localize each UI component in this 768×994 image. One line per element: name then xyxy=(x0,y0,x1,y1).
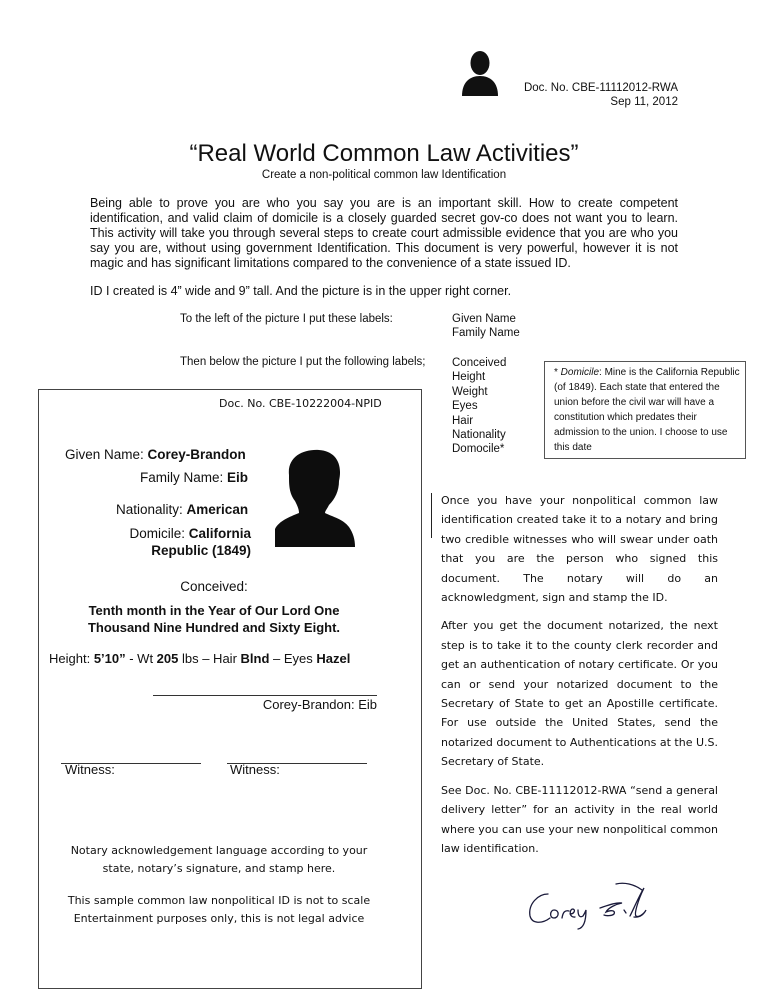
domicile-note-term: Domicile xyxy=(560,367,600,378)
id-witness-label-2: Witness: xyxy=(230,762,280,777)
page-subtitle: Create a non-political common law Identification xyxy=(261,169,507,181)
id-weight-label: - Wt xyxy=(125,651,157,666)
handwritten-signature xyxy=(520,880,655,932)
id-conceived-line-1: Tenth month in the Year of Our Lord One xyxy=(88,603,340,618)
header-person-icon xyxy=(460,48,500,96)
id-disclaimer-text xyxy=(39,892,399,928)
right-paragraph-1: Once you have your nonpolitical common law identification created take it to a notary and bring two credible witnesses who will swear under oath that you are the person who signed this document. The notary will do an acknowledgment, sign and stamp the ID. xyxy=(441,494,718,605)
id-domicile-value-2: Republic (1849) xyxy=(151,543,251,558)
below-label-item: Domocile* xyxy=(452,443,505,456)
header-date: Sep 11, 2012 xyxy=(610,96,678,108)
id-conceived-label: Conceived: xyxy=(180,579,248,594)
id-eyes-label: – Eyes xyxy=(269,651,317,666)
id-size-line: ID I created is 4” wide and 9” tall. And the picture is in the upper right corner. xyxy=(90,284,512,298)
id-eyes-value: Hazel xyxy=(316,651,351,666)
id-given-name-value: Corey-Brandon xyxy=(147,447,246,462)
domicile-note-box xyxy=(544,361,746,459)
right-column-rule xyxy=(431,493,432,538)
id-notary-text xyxy=(39,842,399,878)
left-label-item: Given Name xyxy=(452,313,516,325)
id-hair-value: Blnd xyxy=(240,651,270,666)
id-given-name-label: Given Name: xyxy=(65,447,148,462)
below-label-item: Eyes xyxy=(452,400,478,413)
id-weight-unit: lbs – Hair xyxy=(178,651,241,666)
left-labels-intro: To the left of the picture I put these labels: xyxy=(180,313,393,325)
id-family-name-label: Family Name: xyxy=(140,470,228,485)
id-disclaimer-line-2: Entertainment purposes only, this is not legal advice xyxy=(73,912,365,925)
id-doc-no: Doc. No. CBE-10222004-NPID xyxy=(219,397,382,410)
left-label-item: Family Name xyxy=(452,327,520,339)
id-signature-line xyxy=(153,695,377,696)
id-domicile-value-1: California xyxy=(188,526,251,541)
id-notary-line-1: Notary acknowledgement language according to your xyxy=(70,844,368,857)
below-label-item: Nationality xyxy=(452,429,506,442)
right-paragraph-3: See Doc. No. CBE-11112012-RWA “send a general delivery letter” for an activity in the real world where you can use your new nonpolitical common law identification. xyxy=(441,783,718,855)
id-weight-value: 205 xyxy=(156,651,179,666)
intro-paragraph: Being able to prove you are who you say you are is an important skill. How to create competent identification, and valid claim of domicile is a closely guarded secret gov-co does not want you to learn. This activity will take you through several steps to create court admissible evidence that you are who you say you are, without using government Identification. This document is very powerful, however it is not magic and has significant limitations compared to the convenience of a state issued ID. xyxy=(90,196,678,270)
id-height-label: Height: xyxy=(49,651,94,666)
id-notary-line-2: state, notary’s signature, and stamp here. xyxy=(102,862,336,875)
id-signature-label: Corey-Brandon: Eib xyxy=(262,697,377,712)
below-label-item: Weight xyxy=(452,385,488,398)
domicile-note-text: : Mine is the California Republic (of 1849). Each state that entered the union before the civil war will have a constitution which predates their admission to the union. I choose to use this date xyxy=(554,367,740,453)
id-family-name-value: Eib xyxy=(227,470,249,485)
below-labels-intro: Then below the picture I put the following labels; xyxy=(180,356,426,368)
below-label-item: Hair xyxy=(452,414,474,427)
id-photo xyxy=(275,447,355,547)
id-disclaimer-line-1: This sample common law nonpolitical ID is not to scale xyxy=(67,894,371,907)
id-nationality-label: Nationality: xyxy=(116,502,187,517)
below-labels-list xyxy=(452,356,506,457)
id-nationality-value: American xyxy=(186,502,249,517)
below-label-item: Height xyxy=(452,371,486,384)
below-label-item: Conceived xyxy=(452,357,507,369)
id-domicile-label: Domicile: xyxy=(129,526,189,541)
id-witness-label-1: Witness: xyxy=(65,762,115,777)
id-domicile-row xyxy=(79,525,251,559)
id-conceived-line-2: Thousand Nine Hundred and Sixty Eight. xyxy=(87,620,341,635)
right-paragraph-2: After you get the document notarized, the next step is to take it to the county clerk recorder and get an authentication of notary certificate. Or you can or send your notarized document to the Secretary of State to get an Apostille certificate. For use outside the United States, send the notarized document to Authentications at the U.S. Secretary of State. xyxy=(441,619,718,769)
id-given-name-row xyxy=(65,447,246,462)
id-family-name-row xyxy=(140,470,248,485)
id-physical-row xyxy=(49,651,350,666)
domicile-note-prefix: * xyxy=(554,367,561,378)
page-title: “Real World Common Law Activities” xyxy=(189,140,579,167)
header-doc-no: Doc. No. CBE-11112012-RWA xyxy=(523,82,678,94)
right-column-text xyxy=(441,491,718,858)
sample-id-card xyxy=(38,389,422,989)
id-nationality-row xyxy=(116,502,248,517)
id-height-value: 5’10” xyxy=(93,651,126,666)
